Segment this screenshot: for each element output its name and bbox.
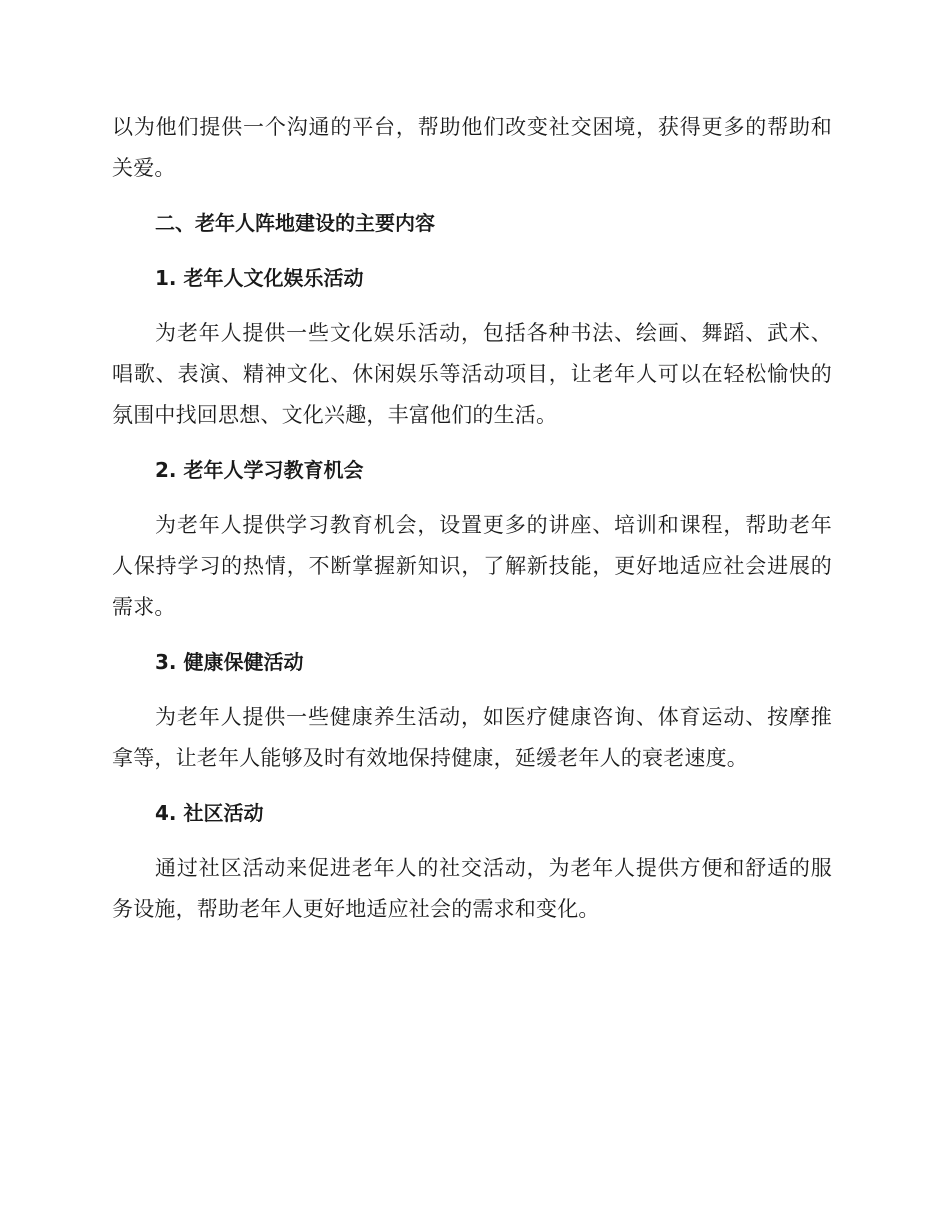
section-heading: 二、老年人阵地建设的主要内容	[155, 211, 435, 235]
item-heading-1: 1. 老年人文化娱乐活动	[155, 266, 364, 290]
item-body-2: 为老年人提供学习教育机会，设置更多的讲座、培训和课程，帮助老年人保持学习的热情，不断掌握新知识，了解新技能，更好地适应社会进展的需求。	[112, 513, 832, 619]
item-body-3: 为老年人提供一些健康养生活动，如医疗健康咨询、体育运动、按摩推拿等，让老年人能够及时有效地保持健康，延缓老年人的衰老速度。	[112, 705, 832, 770]
item-body-1: 为老年人提供一些文化娱乐活动，包括各种书法、绘画、舞蹈、武术、唱歌、表演、精神文化、休闲娱乐等活动项目，让老年人可以在轻松愉快的氛围中找回思想、文化兴趣，丰富他们的生活。	[112, 321, 832, 427]
item-body-4: 通过社区活动来促进老年人的社交活动，为老年人提供方便和舒适的服务设施，帮助老年人更好地适应社会的需求和变化。	[112, 856, 832, 921]
document-body	[112, 107, 832, 944]
item-heading-4: 4. 社区活动	[155, 801, 264, 825]
intro-paragraph: 以为他们提供一个沟通的平台，帮助他们改变社交困境，获得更多的帮助和关爱。	[112, 115, 832, 180]
item-heading-3: 3. 健康保健活动	[155, 650, 304, 674]
item-heading-2: 2. 老年人学习教育机会	[155, 458, 364, 482]
